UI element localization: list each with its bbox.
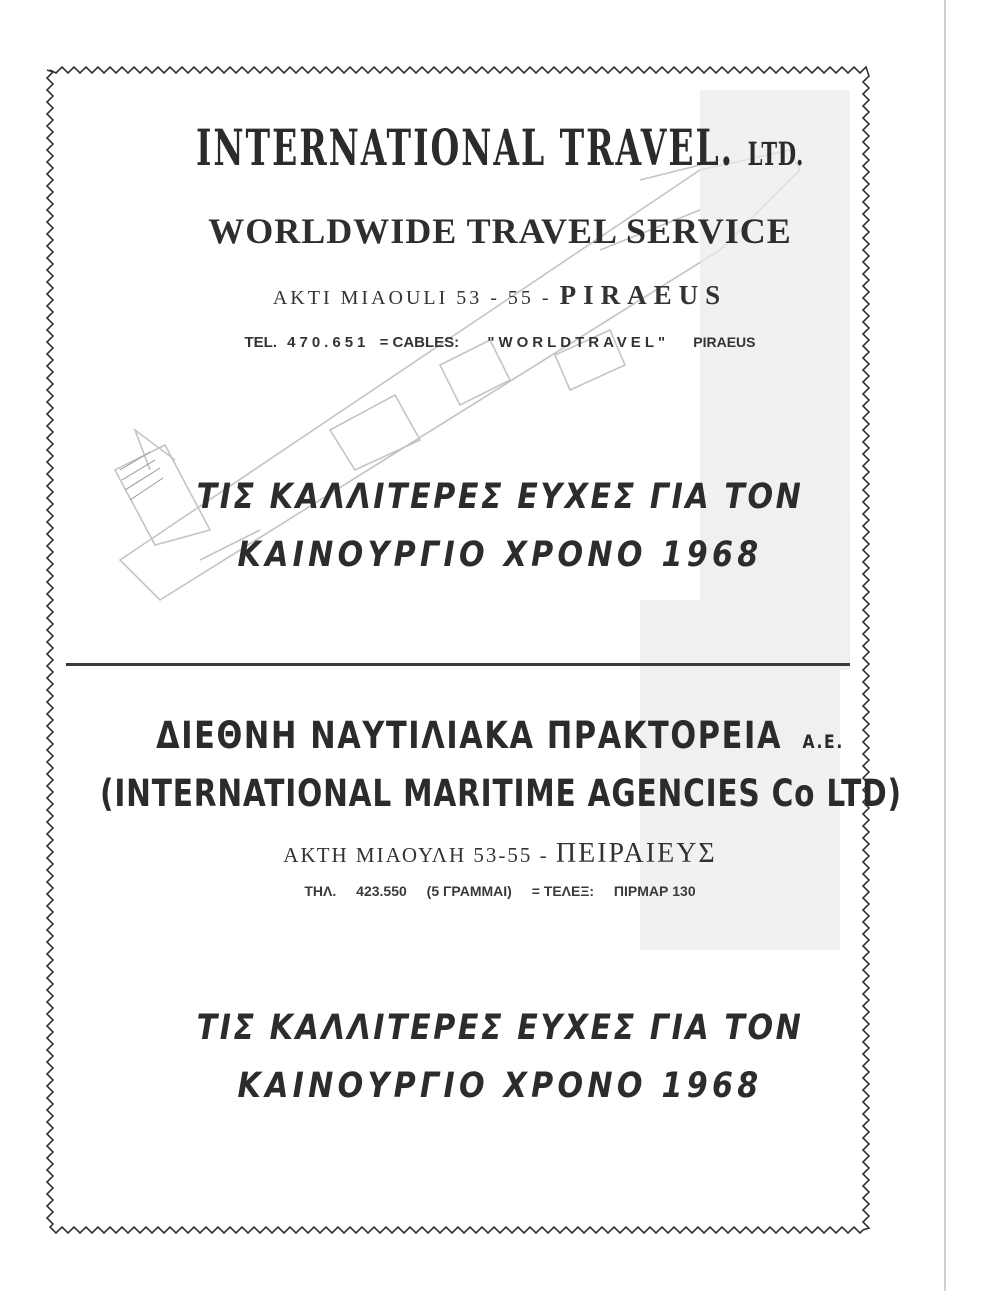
company-suffix-greek: A.E. [802,731,844,753]
address-text-greek: ΑΚΤΗ ΜΙΑΟΥΛΗ 53-55 - [283,843,549,867]
city-text-greek: ΠΕΙΡΑΙΕΥΣ [555,838,717,869]
company-name [170,118,830,177]
address-text: AKTI MIAOULI 53 - 55 - [272,287,552,309]
company-name-text: INTERNATIONAL TRAVEL. [195,118,735,177]
greeting-line-2-bottom: ΚΑΙΝΟΥΡΓΙΟ ΧΡΟΝΟ 1968 [237,1066,763,1106]
company-suffix: LTD. [747,135,804,173]
company-name-english: (INTERNATIONAL MARITIME AGENCIES Co LTD) [100,772,902,815]
address-line-greek [0,838,1000,870]
company-name-greek-text: ΔΙΕΘΝΗ ΝΑΥΤΙΛΙΑΚΑ ΠΡΑΚΤΟΡΕΙΑ [156,714,783,757]
city-text: PIRAEUS [559,280,728,310]
tel-label: TEL. [244,334,277,351]
contact-line-greek [0,883,1000,899]
section-divider [66,663,850,666]
phone-lines: (5 ΓΡΑΜΜΑΙ) [426,883,512,899]
cables-label: = CABLES: [379,334,460,351]
tel-label-greek: ΤΗΛ. [304,883,337,899]
greeting-line-1-bottom: ΤΙΣ ΚΑΛΛΙΤΕΡΕΣ ΕΥΧΕΣ ΓΙΑ ΤΟΝ [196,1008,804,1048]
greeting-line-2: ΚΑΙΝΟΥΡΓΙΟ ΧΡΟΝΟ 1968 [237,535,763,575]
cables-city: PIRAEUS [693,334,756,350]
telex-label: = ΤΕΛΕΞ: [531,883,595,899]
contact-line [0,334,1000,351]
tagline: WORLDWIDE TRAVEL SERVICE [208,211,792,251]
telex-value: ΠΙΡΜΑΡ 130 [613,883,696,899]
company-name-greek [90,714,910,757]
greeting-line-1: ΤΙΣ ΚΑΛΛΙΤΕΡΕΣ ΕΥΧΕΣ ΓΙΑ ΤΟΝ [196,477,804,517]
address-line [0,280,1000,311]
cables-value: "WORLDTRAVEL" [487,334,670,351]
tel-number: 470.651 [287,334,370,351]
tel-number-greek: 423.550 [356,883,407,899]
